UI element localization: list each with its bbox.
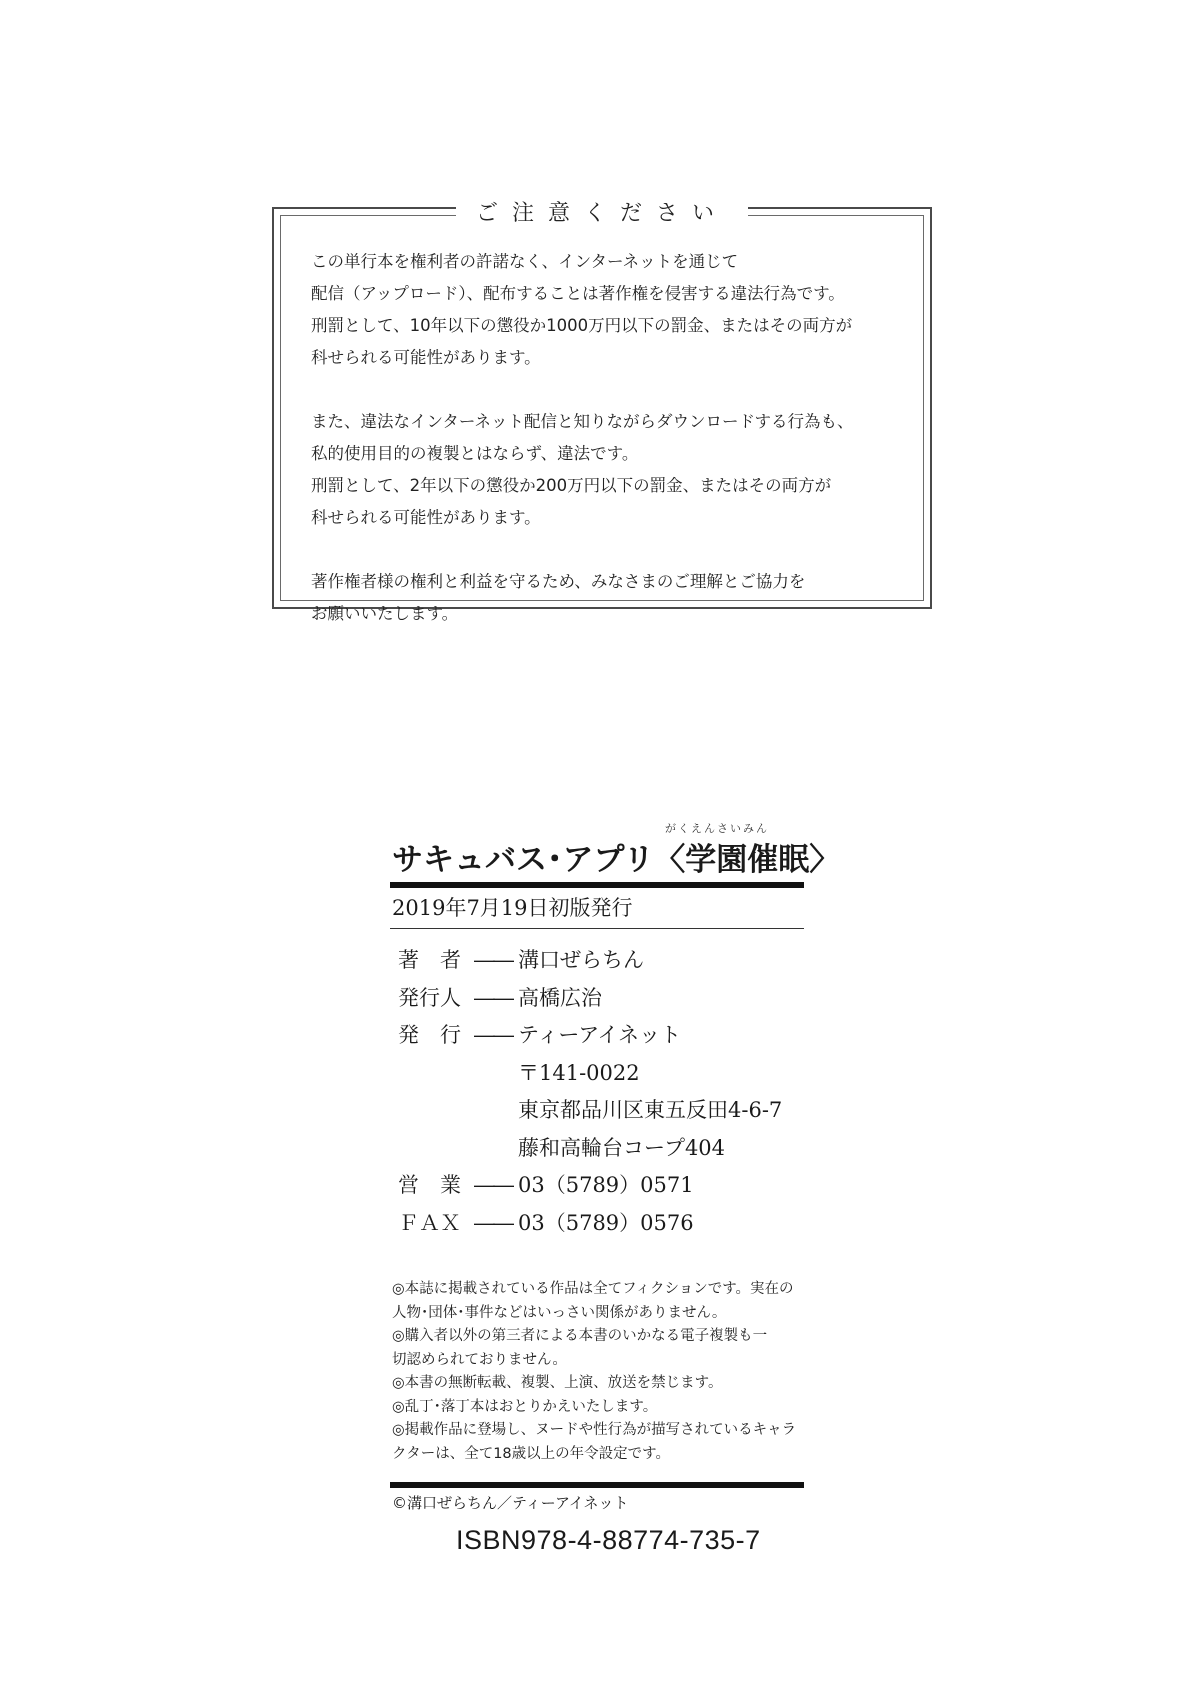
address-postal: 〒141-0022 (518, 1060, 640, 1085)
credit-value: 高橋広治 (518, 985, 602, 1010)
credit-value: 溝口ぜらちん (518, 948, 644, 972)
credit-author (398, 942, 782, 980)
credit-dash: ―― (474, 948, 512, 972)
notice-inner-frame (280, 201, 924, 623)
credit-dash: ―― (474, 1173, 512, 1197)
note-line: ◎本誌に掲載されている作品は全てフィクションです。実在の (392, 1281, 794, 1297)
note-line: ◎掲載作品に登場し、ヌードや性行為が描写されているキャラ (392, 1422, 797, 1438)
note-line: ◎購入者以外の第三者による本書のいかなる電子複製も一 (392, 1328, 768, 1344)
note-line: 人物･団体･事件などはいっさい関係がありません。 (392, 1304, 727, 1321)
title-ruby: がくえんさいみん (665, 822, 769, 835)
isbn: ISBN978-4-88774-735-7 (456, 1525, 761, 1555)
credit-value: 03（5789）0576 (518, 1210, 694, 1235)
copyright: ©溝口ぜらちん／ティーアイネット (392, 1494, 629, 1512)
credit-label: 発行人 (398, 985, 461, 1010)
footer-rule (390, 1482, 804, 1488)
credit-publisher-person (398, 980, 782, 1018)
credit-value: 03（5789）0571 (518, 1173, 694, 1197)
credit-label: 発 行 (398, 1023, 461, 1047)
legal-notes (392, 1278, 812, 1466)
book-title: サキュバス･アプリ〈学園催眠〉 (392, 842, 841, 878)
notice-paragraph-2: また、違法なインターネット配信と知りながらダウンロードする行為も、 私的使用目的の複製とはならず、違法です。 刑罰として、2年以下の懲役か200万円以下の罰金、またはその両方が 科せられる可能性があります。 (311, 412, 854, 527)
address-line-1: 東京都品川区東五反田4-6-7 (518, 1098, 783, 1122)
notice-box (272, 201, 932, 623)
note-line: ◎乱丁･落丁本はおとりかえいたします。 (392, 1398, 658, 1415)
address-line-2: 藤和高輪台コープ404 (518, 1135, 726, 1160)
credits (398, 942, 782, 1242)
credit-dash: ―― (474, 985, 512, 1010)
notice-body (311, 246, 903, 630)
note-line: クターは、全て18歳以上の年令設定です。 (392, 1445, 670, 1462)
contact-sales (398, 1167, 782, 1205)
notice-paragraph-3: 著作権者様の権利と利益を守るため、みなさまのご理解とご協力を お願いいたします。 (311, 572, 806, 623)
credit-dash: ―― (474, 1210, 512, 1235)
credit-label: ＦＡＸ (398, 1210, 461, 1235)
notice-paragraph-1: この単行本を権利者の許諾なく、インターネットを通じて 配信（アップロード）、配布することは著作権を侵害する違法行為です。 刑罰として、10年以下の懲役か1000万円以下の罰金、またはその両方が 科せられる可能性があります。 (311, 252, 853, 367)
credit-value: ティーアイネット (518, 1023, 682, 1047)
date-rule (390, 928, 804, 929)
credit-dash: ―― (474, 1023, 512, 1047)
title-rule (390, 882, 804, 888)
credit-publisher (398, 1017, 782, 1055)
publication-date: 2019年7月19日初版発行 (392, 896, 633, 920)
contact-fax (398, 1205, 782, 1243)
credit-label: 著 者 (398, 948, 461, 972)
note-line: 切認められておりません。 (392, 1351, 567, 1368)
notice-title: ご注意ください (281, 196, 923, 227)
note-line: ◎本書の無断転載、複製、上演、放送を禁じます。 (392, 1375, 723, 1391)
credit-label: 営 業 (398, 1173, 461, 1197)
